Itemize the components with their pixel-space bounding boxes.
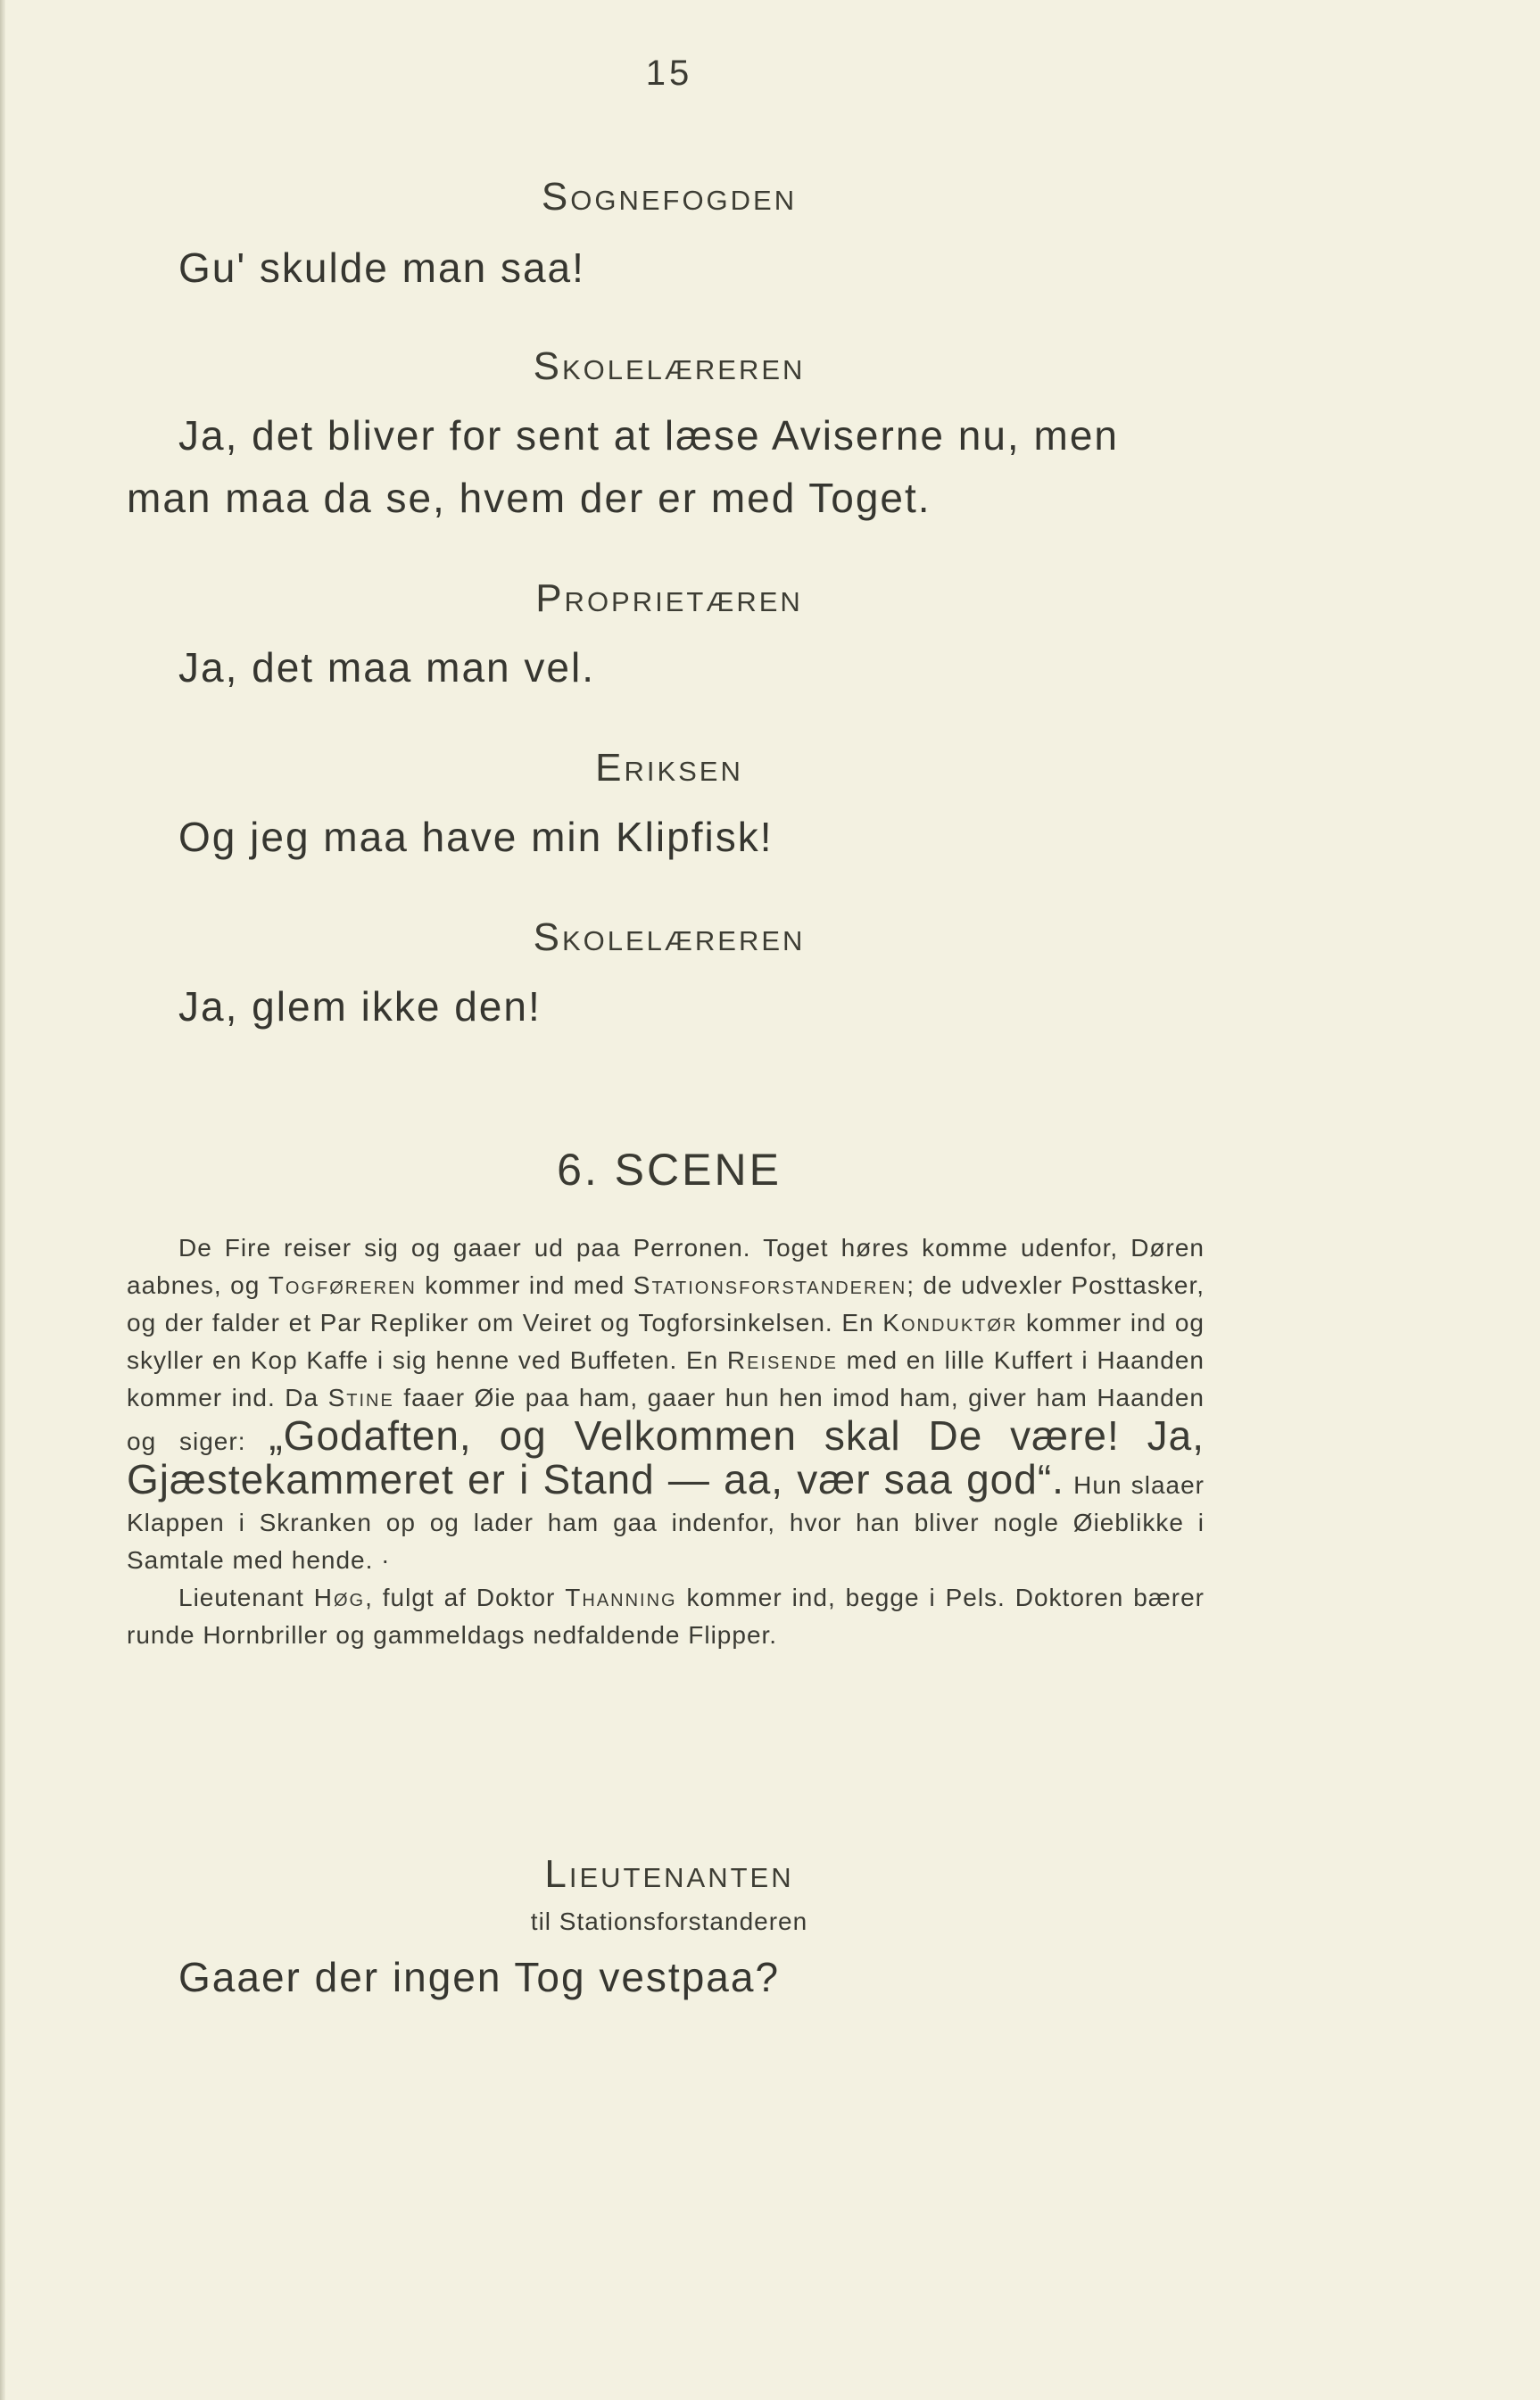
- dialogue-line: Gaaer der ingen Tog vestpaa?: [178, 1954, 781, 2000]
- stage-text: kommer ind med: [416, 1271, 633, 1299]
- character-name: Konduktør: [882, 1309, 1018, 1337]
- stage-text: med en lille Kuffert i Haanden kommer ind. Da: [127, 1346, 1205, 1411]
- stage-direction: [127, 1229, 1205, 1654]
- speaker-name: Sognefogden: [541, 175, 798, 219]
- stage-text: kommer ind og skyller en Kop Kaffe i sig henne ved Buffeten. En: [127, 1309, 1205, 1374]
- character-name: Reisende: [726, 1346, 838, 1374]
- stage-text: De Fire reiser sig og gaaer ud paa Perronen. Toget høres komme udenfor, Døren aabnes, og: [127, 1234, 1205, 1299]
- stage-text: Hun slaaer Klappen i Skranken op og lader ham gaa indenfor, hvor han bliver nogle Øieblikke i Samtale med hende. ·: [127, 1471, 1205, 1574]
- character-name: Thanning: [565, 1584, 677, 1611]
- speaker-name: Eriksen: [595, 746, 743, 790]
- stage-paragraph: [127, 1579, 1205, 1654]
- stage-paragraph: [127, 1229, 1205, 1579]
- dialogue-line: Ja, glem ikke den!: [178, 983, 542, 1030]
- dialogue-line: Og jeg maa have min Klipfisk!: [178, 814, 774, 860]
- stage-text: , fulgt af Doktor: [365, 1584, 566, 1611]
- dialogue-line: Ja, det bliver for sent at læse Aviserne nu, men: [178, 412, 1119, 459]
- stage-aside: til Stationsforstanderen: [530, 1908, 808, 1935]
- scene-title: 6. SCENE: [557, 1145, 782, 1195]
- stage-text: faaer Øie paa ham, gaaer hun hen imod ham, giver ham Haanden og siger:: [127, 1384, 1205, 1455]
- character-name: Togføreren: [268, 1271, 417, 1299]
- dialogue-line: Gu' skulde man saa!: [178, 244, 585, 291]
- stage-text: Lieutenant: [178, 1584, 314, 1611]
- character-name: Stine: [327, 1384, 394, 1411]
- character-name: Stationsforstanderen: [633, 1271, 907, 1299]
- speaker-name: Skolelæreren: [533, 915, 806, 959]
- page-number: 15: [645, 54, 693, 93]
- dialogue-line: Ja, det maa man vel.: [178, 644, 595, 691]
- dialogue-line: man maa da se, hvem der er med Toget.: [127, 475, 931, 521]
- character-name: Høg: [313, 1584, 366, 1611]
- stage-text: ; de udvexler Posttasker, og der falder et Par Repliker om Veiret og Togforsinkelsen. En: [127, 1271, 1205, 1337]
- speaker-name: Proprietæren: [535, 576, 803, 620]
- stage-text: kommer ind, begge i Pels. Doktoren bærer runde Hornbriller og gammeldags nedfaldende Flipper.: [127, 1584, 1205, 1649]
- speaker-name: Skolelæreren: [533, 344, 806, 388]
- speaker-name: Lieutenanten: [544, 1852, 794, 1896]
- spoken-quote: „Godaften, og Velkommen skal De være! Ja, Gjæstekammeret er i Stand — aa, vær saa god“.: [127, 1412, 1205, 1502]
